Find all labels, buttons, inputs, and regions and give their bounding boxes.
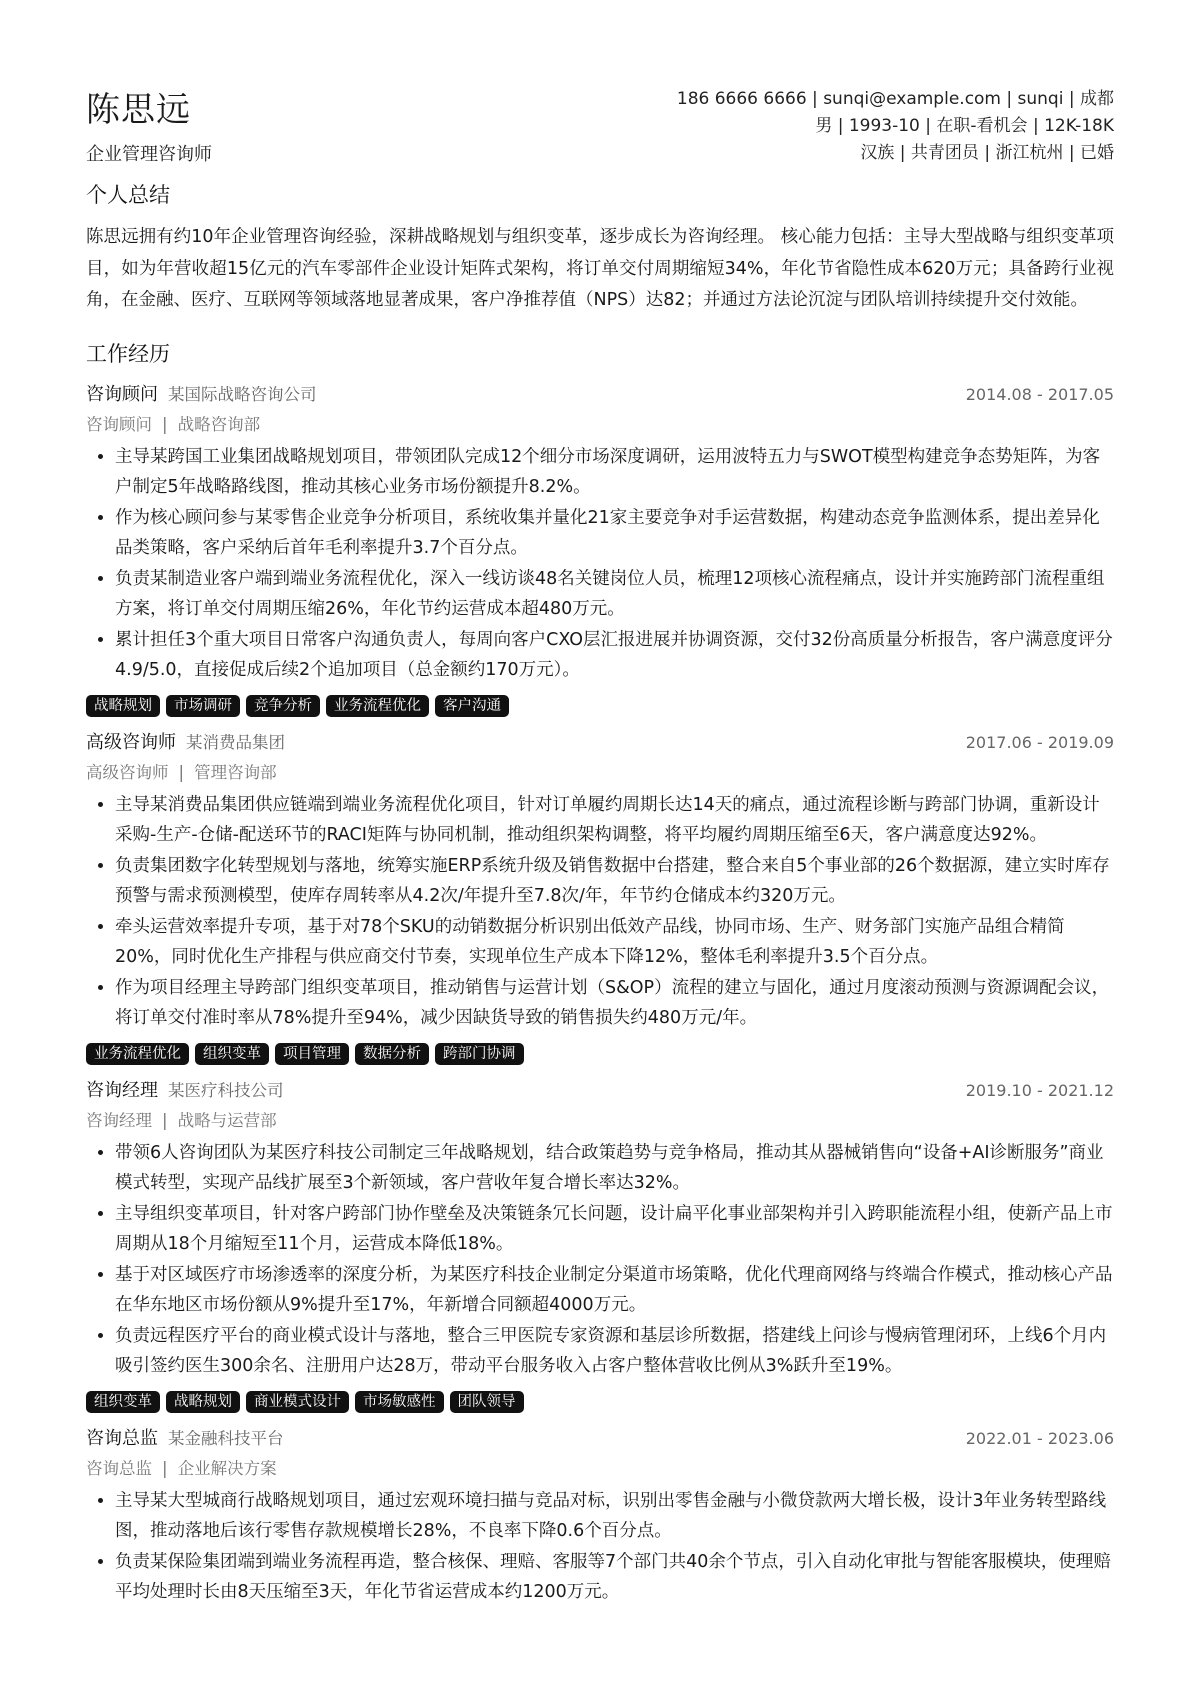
job-bullet: • 主导某跨国工业集团战略规划项目，带领团队完成12个细分市场深度调研，运用波特五力与SWOT模型构建竞争态势矩阵，为客户制定5年战略路线图，推动其核心业务市场份额提升8.2%。	[115, 442, 1114, 502]
job-bullet: • 主导某大型城商行战略规划项目，通过宏观环境扫描与竞品对标，识别出零售金融与小微贷款两大增长极，设计3年业务转型路线图，推动落地后该行零售存款规模增长28%，不良率下降0.6个百分点。	[115, 1486, 1114, 1546]
skill-tag: 项目管理	[275, 1043, 349, 1065]
job-department: 战略与运营部	[177, 1110, 277, 1130]
job-department: 企业解决方案	[177, 1458, 277, 1478]
job-position: 咨询经理	[86, 1110, 152, 1130]
job-date: 2017.06 - 2019.09	[965, 732, 1114, 752]
skill-tag: 客户沟通	[435, 695, 509, 717]
skill-tags	[86, 1391, 1114, 1413]
job-position: 高级咨询师	[86, 762, 169, 782]
job-company: 某医疗科技公司	[168, 1080, 284, 1100]
job-header	[86, 379, 1114, 411]
job-bullet: • 基于对区域医疗市场渗透率的深度分析，为某医疗科技企业制定分渠道市场策略，优化代理商网络与终端合作模式，推动核心产品在华东地区市场份额从9%提升至17%，年新增合同额超4000万元。	[115, 1260, 1114, 1320]
skill-tag: 市场敏感性	[355, 1391, 444, 1413]
job-bullets	[86, 790, 1114, 1033]
job-entry	[86, 1075, 1114, 1413]
skill-tags	[86, 1043, 1114, 1065]
resume-header	[86, 84, 1114, 180]
job-entry	[86, 379, 1114, 717]
work-section-title: 工作经历	[86, 341, 170, 366]
job-date: 2019.10 - 2021.12	[965, 1080, 1114, 1100]
job-sub-separator: |	[178, 762, 185, 782]
job-company: 某国际战略咨询公司	[168, 384, 317, 404]
job-bullet: • 主导组织变革项目，针对客户跨部门协作壁垒及决策链条冗长问题，设计扁平化事业部架构并引入跨职能流程小组，使新产品上市周期从18个月缩短至11个月，运营成本降低18%。	[115, 1199, 1114, 1259]
job-bullets	[86, 442, 1114, 685]
resume-content	[86, 84, 1114, 1607]
skill-tag: 市场调研	[166, 695, 240, 717]
job-bullet: • 带领6人咨询团队为某医疗科技公司制定三年战略规划，结合政策趋势与竞争格局，推动其从器械销售向“设备+AI诊断服务”商业模式转型，实现产品线扩展至3个新领域，客户营收年复合增长率达32%。	[115, 1138, 1114, 1198]
skill-tag: 跨部门协调	[435, 1043, 524, 1065]
skill-tags	[86, 695, 1114, 717]
job-header	[86, 727, 1114, 759]
job-bullet: • 主导某消费品集团供应链端到端业务流程优化项目，针对订单履约周期长达14天的痛点，通过流程诊断与跨部门协调，重新设计采购-生产-仓储-配送环节的RACI矩阵与协同机制，推动组织架构调整，将平均履约周期压缩至6天，客户满意度达92%。	[115, 790, 1114, 850]
skill-tag: 战略规划	[166, 1391, 240, 1413]
job-bullet: • 负责集团数字化转型规划与落地，统筹实施ERP系统升级及销售数据中台搭建，整合来自5个事业部的26个数据源，建立实时库存预警与需求预测模型，使库存周转率从4.2次/年提升至7.8次/年，年节约仓储成本约320万元。	[115, 851, 1114, 911]
job-bullets	[86, 1138, 1114, 1381]
job-entry	[86, 1423, 1114, 1607]
job-subtitle	[86, 411, 1114, 439]
skill-tag: 战略规划	[86, 695, 160, 717]
job-company: 某金融科技平台	[168, 1428, 284, 1448]
skill-tag: 竞争分析	[246, 695, 320, 717]
job-department: 管理咨询部	[194, 762, 277, 782]
candidate-name: 陈思远	[86, 90, 191, 130]
job-date: 2022.01 - 2023.06	[965, 1428, 1114, 1448]
skill-tag: 组织变革	[195, 1043, 269, 1065]
job-entry	[86, 727, 1114, 1065]
job-subtitle	[86, 759, 1114, 787]
job-header	[86, 1423, 1114, 1455]
job-header	[86, 1075, 1114, 1107]
summary-text: 陈思远拥有约10年企业管理咨询经验，深耕战略规划与组织变革，逐步成长为咨询经理。 核心能力包括：主导大型战略与组织变革项目，如为年营收超15亿元的汽车零部件企业设计矩阵式架构，将订单交付周期缩短34%，年化节省隐性成本620万元；具备跨行业视角，在金融、医疗、互联网等领域落地显著成果，客户净推荐值（NPS）达82；并通过方法论沉淀与团队培训持续提升交付效能。	[86, 227, 1114, 310]
job-position: 咨询总监	[86, 1458, 152, 1478]
job-subtitle	[86, 1455, 1114, 1483]
job-bullet: • 作为核心顾问参与某零售企业竞争分析项目，系统收集并量化21家主要竞争对手运营数据，构建动态竞争监测体系，提出差异化品类策略，客户采纳后首年毛利率提升3.7个百分点。	[115, 503, 1114, 563]
skill-tag: 组织变革	[86, 1391, 160, 1413]
job-bullet: • 负责某保险集团端到端业务流程再造，整合核保、理赔、客服等7个部门共40余个节点，引入自动化审批与智能客服模块，使理赔平均处理时长由8天压缩至3天，年化节省运营成本约1200万元。	[115, 1547, 1114, 1607]
candidate-role: 企业管理咨询师	[86, 144, 212, 165]
skill-tag: 业务流程优化	[326, 695, 429, 717]
job-title: 高级咨询师	[86, 731, 176, 753]
skill-tag: 数据分析	[355, 1043, 429, 1065]
contact-line: 男 | 1993-10 | 在职-看机会 | 12K-18K	[815, 116, 1114, 136]
job-bullet: • 累计担任3个重大项目日常客户沟通负责人，每周向客户CXO层汇报进展并协调资源，交付32份高质量分析报告，客户满意度评分4.9/5.0，直接促成后续2个追加项目（总金额约170万元）。	[115, 625, 1114, 685]
contact-line: 汉族 | 共青团员 | 浙江杭州 | 已婚	[860, 143, 1114, 163]
job-sub-separator: |	[162, 414, 168, 434]
job-position: 咨询顾问	[86, 414, 152, 434]
contact-info	[677, 86, 1114, 167]
job-date: 2014.08 - 2017.05	[965, 384, 1114, 404]
job-company: 某消费品集团	[186, 732, 285, 752]
job-bullet: • 作为项目经理主导跨部门组织变革项目，推动销售与运营计划（S&OP）流程的建立与固化，通过月度滚动预测与资源调配会议，将订单交付准时率从78%提升至94%，减少因缺货导致的销售损失约480万元/年。	[115, 973, 1114, 1033]
job-bullets	[86, 1486, 1114, 1607]
summary-section-title: 个人总结	[86, 183, 170, 207]
job-title: 咨询顾问	[86, 383, 158, 405]
job-department: 战略咨询部	[177, 414, 261, 434]
job-bullet: • 牵头运营效率提升专项，基于对78个SKU的动销数据分析识别出低效产品线，协同市场、生产、财务部门实施产品组合精简20%，同时优化生产排程与供应商交付节奏，实现单位生产成本下降12%，整体毛利率提升3.5个百分点。	[115, 912, 1114, 972]
job-bullet: • 负责某制造业客户端到端业务流程优化，深入一线访谈48名关键岗位人员，梳理12项核心流程痛点，设计并实施跨部门流程重组方案，将订单交付周期压缩26%，年化节约运营成本超480万元。	[115, 564, 1114, 624]
skill-tag: 商业模式设计	[246, 1391, 349, 1413]
contact-line: 186 6666 6666 | sunqi@example.com | sunqi | 成都	[676, 89, 1114, 109]
job-title: 咨询总监	[86, 1427, 158, 1449]
job-sub-separator: |	[162, 1110, 168, 1130]
job-title: 咨询经理	[86, 1079, 158, 1101]
job-sub-separator: |	[162, 1458, 168, 1478]
skill-tag: 团队领导	[450, 1391, 524, 1413]
job-subtitle	[86, 1107, 1114, 1135]
skill-tag: 业务流程优化	[86, 1043, 189, 1065]
job-bullet: • 负责远程医疗平台的商业模式设计与落地，整合三甲医院专家资源和基层诊所数据，搭建线上问诊与慢病管理闭环，上线6个月内吸引签约医生300余名、注册用户达28万，带动平台服务收入占客户整体营收比例从3%跃升至19%。	[115, 1321, 1114, 1381]
